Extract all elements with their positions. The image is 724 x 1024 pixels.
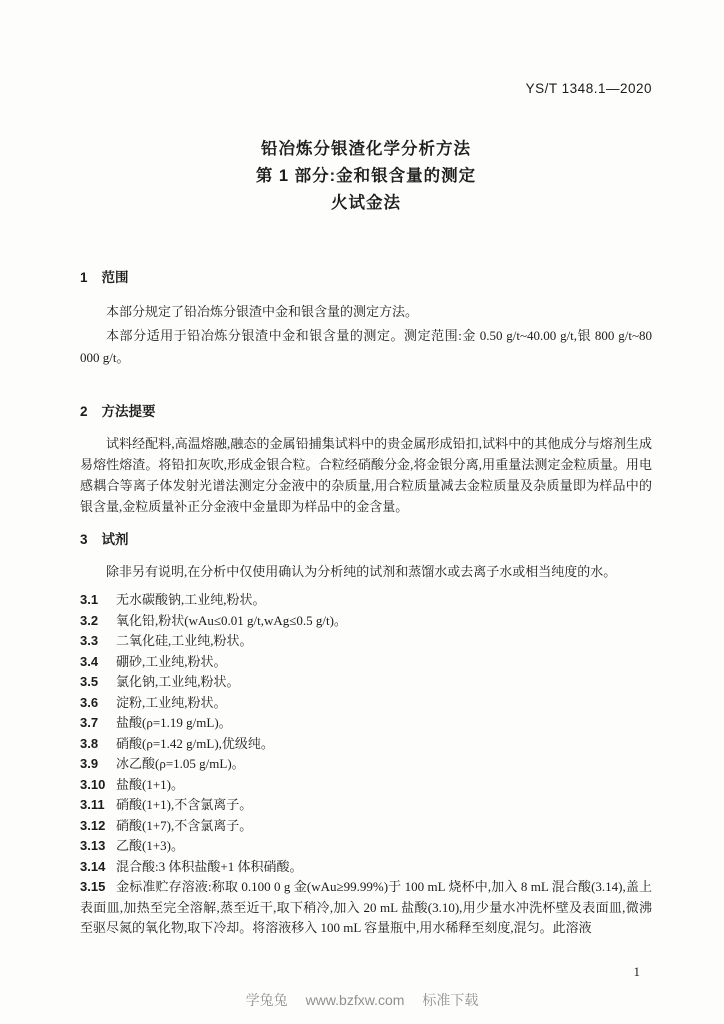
reagent-number: 3.9 xyxy=(80,756,99,771)
reagent-text: 金标准贮存溶液:称取 0.100 0 g 金(wAu≥99.99%)于 100 mL 烧杯中,加入 8 mL 混合酸(3.14),盖上表面皿,加热至完全溶解,蒸至近干,取下稍冷,加入 20 mL 盐酸(3.10),用少量水冲洗杯壁及表面皿,微沸至驱尽氮的氧化物,取下冷却。将溶液移入 100 mL 容量瓶中,用水稀释至刻度,混匀。此溶液 xyxy=(80,879,652,935)
reagent-text: 乙酸(1+3)。 xyxy=(116,838,184,853)
doc-title-line-3: 火试金法 xyxy=(331,194,401,212)
section-1-heading xyxy=(80,269,652,287)
section-1-title: 范围 xyxy=(101,270,129,285)
section-1-number: 1 xyxy=(80,270,88,285)
reagent-number: 3.5 xyxy=(80,674,99,689)
section-3-title: 试剂 xyxy=(101,532,129,547)
section-2-heading xyxy=(80,403,652,421)
reagent-number: 3.3 xyxy=(80,633,99,648)
reagent-text: 硝酸(ρ=1.42 g/mL),优级纯。 xyxy=(116,735,274,751)
reagent-number: 3.14 xyxy=(80,858,106,874)
section-2-para: 试料经配料,高温熔融,融态的金属铅捕集试料中的贵金属形成铅扣,试料中的其他成分与熔剂生成易熔性熔渣。将铅扣灰吹,形成金银合粒。合粒经硝酸分金,将金银分离,用重量法测定金粒质量。用电感耦合等离子体发射光谱法测定分金液中的杂质量,用合粒质量减去金粒质量及杂质量即为样品中的银含量,金粒质量补正分金液中金量即为样品中的金含量。 xyxy=(80,436,652,514)
reagent-item xyxy=(80,775,652,796)
reagent-number: 3.10 xyxy=(80,776,106,792)
reagent-number: 3.7 xyxy=(80,715,99,730)
doc-title-line-1: 铅冶炼分银渣化学分析方法 xyxy=(261,140,471,158)
reagent-number: 3.2 xyxy=(80,612,99,628)
reagent-number: 3.12 xyxy=(80,817,106,833)
reagent-number: 3.4 xyxy=(80,653,99,669)
watermark-caption: 标准下载 xyxy=(422,992,479,1008)
reagent-item xyxy=(80,857,652,878)
reagent-item xyxy=(80,672,652,693)
reagent-text: 硝酸(1+7),不含氯离子。 xyxy=(116,817,253,833)
reagent-text: 无水碳酸钠,工业纯,粉状。 xyxy=(116,592,266,607)
reagent-item xyxy=(80,816,652,837)
reagent-item xyxy=(80,590,652,611)
reagent-text: 硼砂,工业纯,粉状。 xyxy=(116,653,227,669)
document-title xyxy=(80,136,652,217)
reagent-text: 氧化铅,粉状(wAu≤0.01 g/t,wAg≤0.5 g/t)。 xyxy=(116,612,347,628)
reagent-number: 3.11 xyxy=(80,797,105,812)
standard-number: YS/T 1348.1—2020 xyxy=(525,81,652,96)
reagent-item xyxy=(80,713,652,734)
reagent-text: 盐酸(1+1)。 xyxy=(116,776,184,792)
reagent-item xyxy=(80,652,652,673)
section-2-number: 2 xyxy=(80,404,88,419)
watermark-url: www.bzfxw.com xyxy=(305,992,405,1008)
reagent-text: 盐酸(ρ=1.19 g/mL)。 xyxy=(116,715,232,730)
reagent-item xyxy=(80,836,652,857)
reagent-text: 二氧化硅,工业纯,粉状。 xyxy=(116,633,253,648)
section-2-title: 方法提要 xyxy=(101,404,156,419)
reagent-number: 3.1 xyxy=(80,592,99,607)
section-1-para-1: 本部分规定了铅冶炼分银渣中金和银含量的测定方法。 xyxy=(106,304,419,319)
reagent-item xyxy=(80,754,652,775)
reagent-item xyxy=(80,611,652,632)
watermark xyxy=(0,990,724,1010)
reagent-number: 3.8 xyxy=(80,735,99,751)
reagent-text: 淀粉,工业纯,粉状。 xyxy=(116,694,227,710)
reagent-number: 3.15 xyxy=(80,879,106,894)
reagent-item xyxy=(80,877,652,939)
reagent-number: 3.6 xyxy=(80,694,99,710)
reagent-text: 硝酸(1+1),不含氯离子。 xyxy=(116,797,253,812)
reagent-text: 混合酸:3 体积盐酸+1 体积硝酸。 xyxy=(116,858,303,874)
section-1-para-2: 本部分适用于铅冶炼分银渣中金和银含量的测定。测定范围:金 0.50 g/t~40.00 g/t,银 800 g/t~80 000 g/t。 xyxy=(80,328,652,365)
reagent-item xyxy=(80,734,652,755)
reagent-item xyxy=(80,795,652,816)
section-3-heading xyxy=(80,531,652,549)
reagent-item xyxy=(80,693,652,714)
page-number: 1 xyxy=(633,964,640,979)
section-3-number: 3 xyxy=(80,532,88,547)
watermark-site: 学兔兔 xyxy=(245,992,288,1008)
section-3-intro: 除非另有说明,在分析中仅使用确认为分析纯的试剂和蒸馏水或去离子水或相当纯度的水。 xyxy=(106,564,617,579)
reagent-number: 3.13 xyxy=(80,838,106,853)
reagent-list xyxy=(80,590,652,939)
reagent-text: 冰乙酸(ρ=1.05 g/mL)。 xyxy=(116,756,245,771)
reagent-text: 氯化钠,工业纯,粉状。 xyxy=(116,674,240,689)
doc-title-line-2: 第 1 部分:金和银含量的测定 xyxy=(255,167,477,185)
reagent-item xyxy=(80,631,652,652)
